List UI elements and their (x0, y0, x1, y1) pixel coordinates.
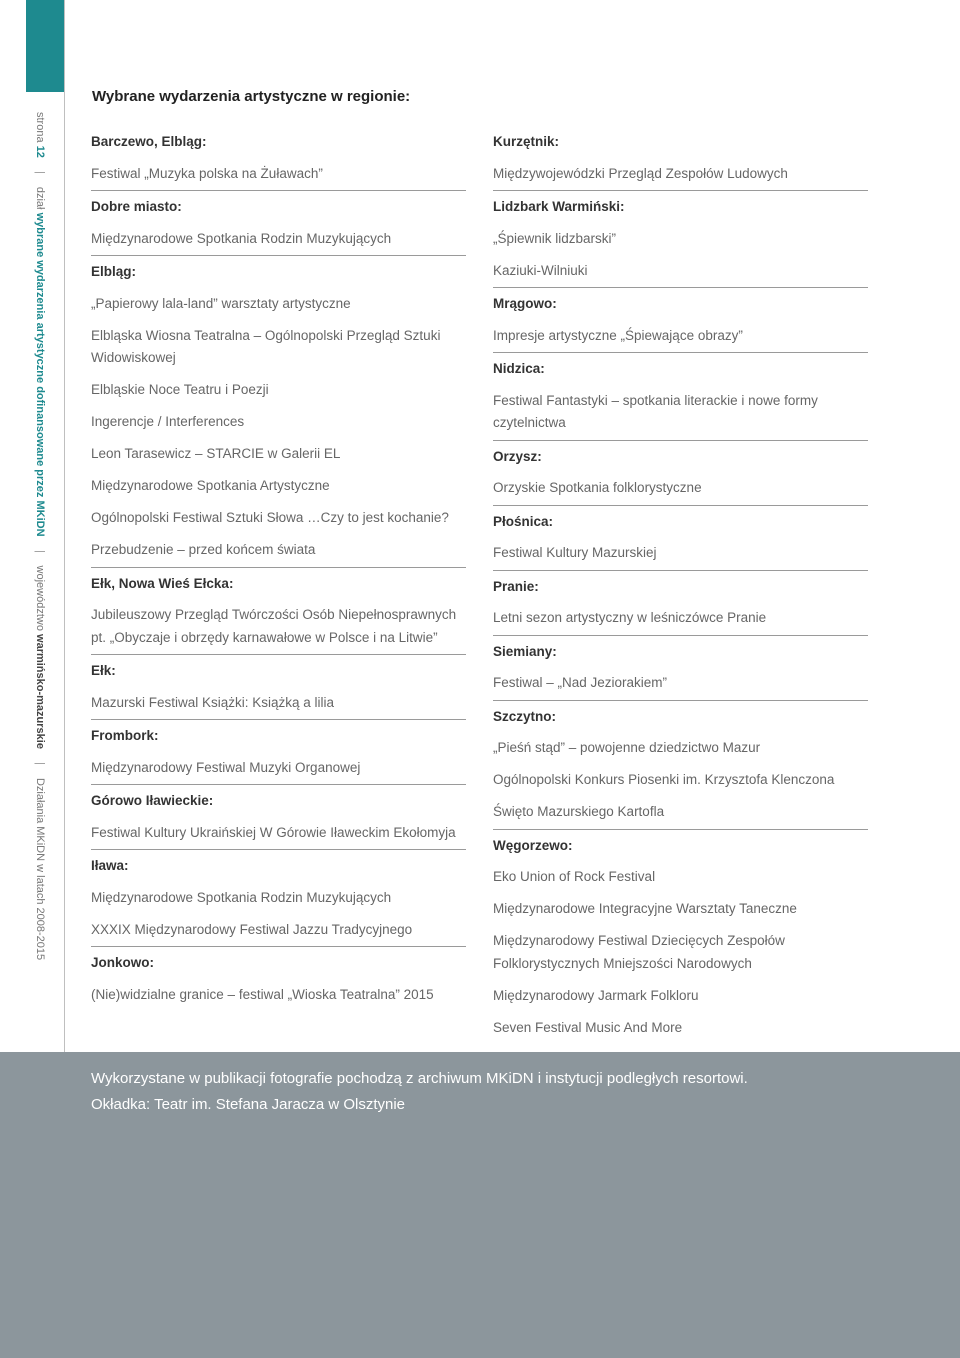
location-group (91, 850, 466, 947)
sidebar-running-header (34, 112, 45, 960)
event-item: Impresje artystyczne „Śpiewające obrazy” (493, 327, 743, 343)
location-heading: Nidzica: (493, 361, 545, 376)
event-item: Elbląskie Noce Teatru i Poezji (91, 382, 269, 398)
footer-credits: Wykorzystane w publikacji fotografie pochodzą z archiwum MKiDN i instytucji podległych resortowi. (91, 1070, 748, 1087)
event-item: Międzynarodowe Spotkania Rodzin Muzykujących (91, 889, 392, 905)
location-heading: Szczytno: (493, 708, 557, 724)
location-heading: Iława: (91, 858, 129, 873)
separator: | (34, 549, 46, 553)
footer-cover-credit: Okładka: Teatr im. Stefana Jaracza w Olsztynie (91, 1096, 406, 1113)
page-prefix: strona (34, 112, 46, 143)
location-group (493, 636, 868, 701)
location-group (91, 256, 466, 568)
location-heading: Frombork: (91, 728, 159, 743)
event-item: Międzynarodowe Integracyjne Warsztaty Taneczne (493, 901, 797, 917)
location-heading: Węgorzewo: (493, 837, 573, 853)
event-item: Ogólnopolski Festiwal Sztuki Słowa …Czy to jest kochanie? (91, 510, 449, 526)
region-prefix: województwo (34, 565, 46, 631)
left-events-column (91, 126, 466, 1011)
location-heading: Orzysz: (493, 448, 542, 464)
section-prefix: dział (34, 186, 46, 210)
event-item: Ingerencje / Interferences (91, 414, 245, 430)
event-item: XXXIX Międzynarodowy Festiwal Jazzu Tradycyjnego (91, 921, 413, 937)
event-item: Święto Mazurskiego Kartofla (493, 804, 665, 820)
location-heading: Barczewo, Elbląg: (91, 134, 207, 149)
event-item: Międzynarodowe Spotkania Artystyczne (91, 478, 330, 494)
page-number: 12 (34, 145, 46, 158)
event-item: Mazurski Festiwal Książki: Książką a lilia (91, 694, 335, 710)
location-heading: Lidzbark Warmiński: (493, 199, 625, 214)
location-heading: Elbląg: (91, 264, 137, 279)
event-item: Przebudzenie – przed końcem świata (91, 542, 316, 558)
event-item: Festiwal Kultury Mazurskiej (493, 545, 657, 561)
location-group (91, 655, 466, 720)
location-group (493, 288, 868, 353)
event-item: „Papierowy lala-land” warsztaty artystyczne (91, 295, 351, 311)
event-item: Międzynarodowy Festiwal Muzyki Organowej (91, 759, 361, 775)
location-heading: Ełk, Nowa Wieś Ełcka: (91, 575, 234, 591)
right-events-column (493, 126, 868, 1044)
event-item: Kaziuki-Wilniuki (493, 262, 588, 278)
event-item: Leon Tarasewicz – STARCIE w Galerii EL (91, 446, 341, 462)
event-item: Seven Festival Music And More (493, 1019, 683, 1035)
location-group (91, 720, 466, 785)
event-item: Festiwal – „Nad Jeziorakiem” (493, 675, 668, 691)
location-heading: Płośnica: (493, 513, 554, 529)
location-heading: Jonkowo: (91, 955, 154, 970)
event-item: Letni sezon artystyczny w leśniczówce Pranie (493, 610, 767, 626)
sidebar-divider (64, 0, 65, 1052)
location-group (91, 191, 466, 256)
event-item: Orzyskie Spotkania folklorystyczne (493, 480, 702, 496)
location-heading: Górowo Iławieckie: (91, 793, 214, 808)
event-item: „Śpiewnik lidzbarski” (493, 230, 617, 246)
location-heading: Pranie: (493, 578, 539, 594)
event-item: Międzynarodowy Jarmark Folkloru (493, 987, 699, 1003)
location-heading: Kurzętnik: (493, 134, 560, 149)
accent-bar (26, 0, 64, 92)
location-group (493, 126, 868, 191)
location-heading: Mrągowo: (493, 296, 557, 311)
region-name: warmińsko-mazurskie (34, 634, 46, 749)
event-item: Jubileuszowy Przegląd Twórczości Osób Niepełnosprawnych pt. „Obyczaje i obrzędy karnawałowe w Polsce i na Litwie” (91, 607, 457, 645)
event-item: (Nie)widzialne granice – festiwal „Wioska Teatralna” 2015 (91, 986, 434, 1002)
event-item: Festiwal Fantastyki – spotkania literackie i nowe formy czytelnictwa (493, 392, 818, 431)
location-group (493, 191, 868, 288)
location-group (91, 126, 466, 191)
location-group (91, 947, 466, 1011)
publication-title: Działania MKiDN w latach 2008-2015 (34, 777, 46, 961)
event-item: Elbląska Wiosna Teatralna – Ogólnopolski Przegląd Sztuki Widowiskowej (91, 327, 441, 366)
event-item: Festiwal Kultury Ukraińskiej W Górowie Iławeckim Ekołomyja (91, 824, 456, 840)
location-heading: Ełk: (91, 663, 116, 678)
event-item: Międzywojewódzki Przegląd Zespołów Ludowych (493, 165, 788, 181)
location-group (493, 441, 868, 506)
event-item: Eko Union of Rock Festival (493, 869, 656, 885)
location-group (91, 785, 466, 850)
event-item: Międzynarodowy Festiwal Dziecięcych Zespołów Folklorystycznych Mniejszości Narodowych (493, 933, 785, 971)
event-item: Festiwal „Muzyka polska na Żuławach” (91, 165, 323, 181)
event-item: Międzynarodowe Spotkania Rodzin Muzykujących (91, 230, 392, 246)
event-item: „Pieśń stąd” – powojenne dziedzictwo Mazur (493, 740, 761, 756)
location-group (493, 353, 868, 441)
location-group (493, 701, 868, 830)
event-item: Ogólnopolski Konkurs Piosenki im. Krzysztofa Klenczona (493, 772, 835, 788)
location-group (493, 506, 868, 571)
location-group (493, 571, 868, 636)
location-group (91, 568, 466, 656)
page-title: Wybrane wydarzenia artystyczne w regionie: (92, 88, 411, 105)
section-name: wybrane wydarzenia artystyczne dofinansowane przez MKiDN (34, 212, 46, 537)
separator: | (34, 762, 46, 765)
location-group (493, 830, 868, 1045)
footer-band (0, 1052, 960, 1358)
separator: | (34, 170, 46, 174)
location-heading: Siemiany: (493, 643, 557, 659)
location-heading: Dobre miasto: (91, 199, 182, 214)
